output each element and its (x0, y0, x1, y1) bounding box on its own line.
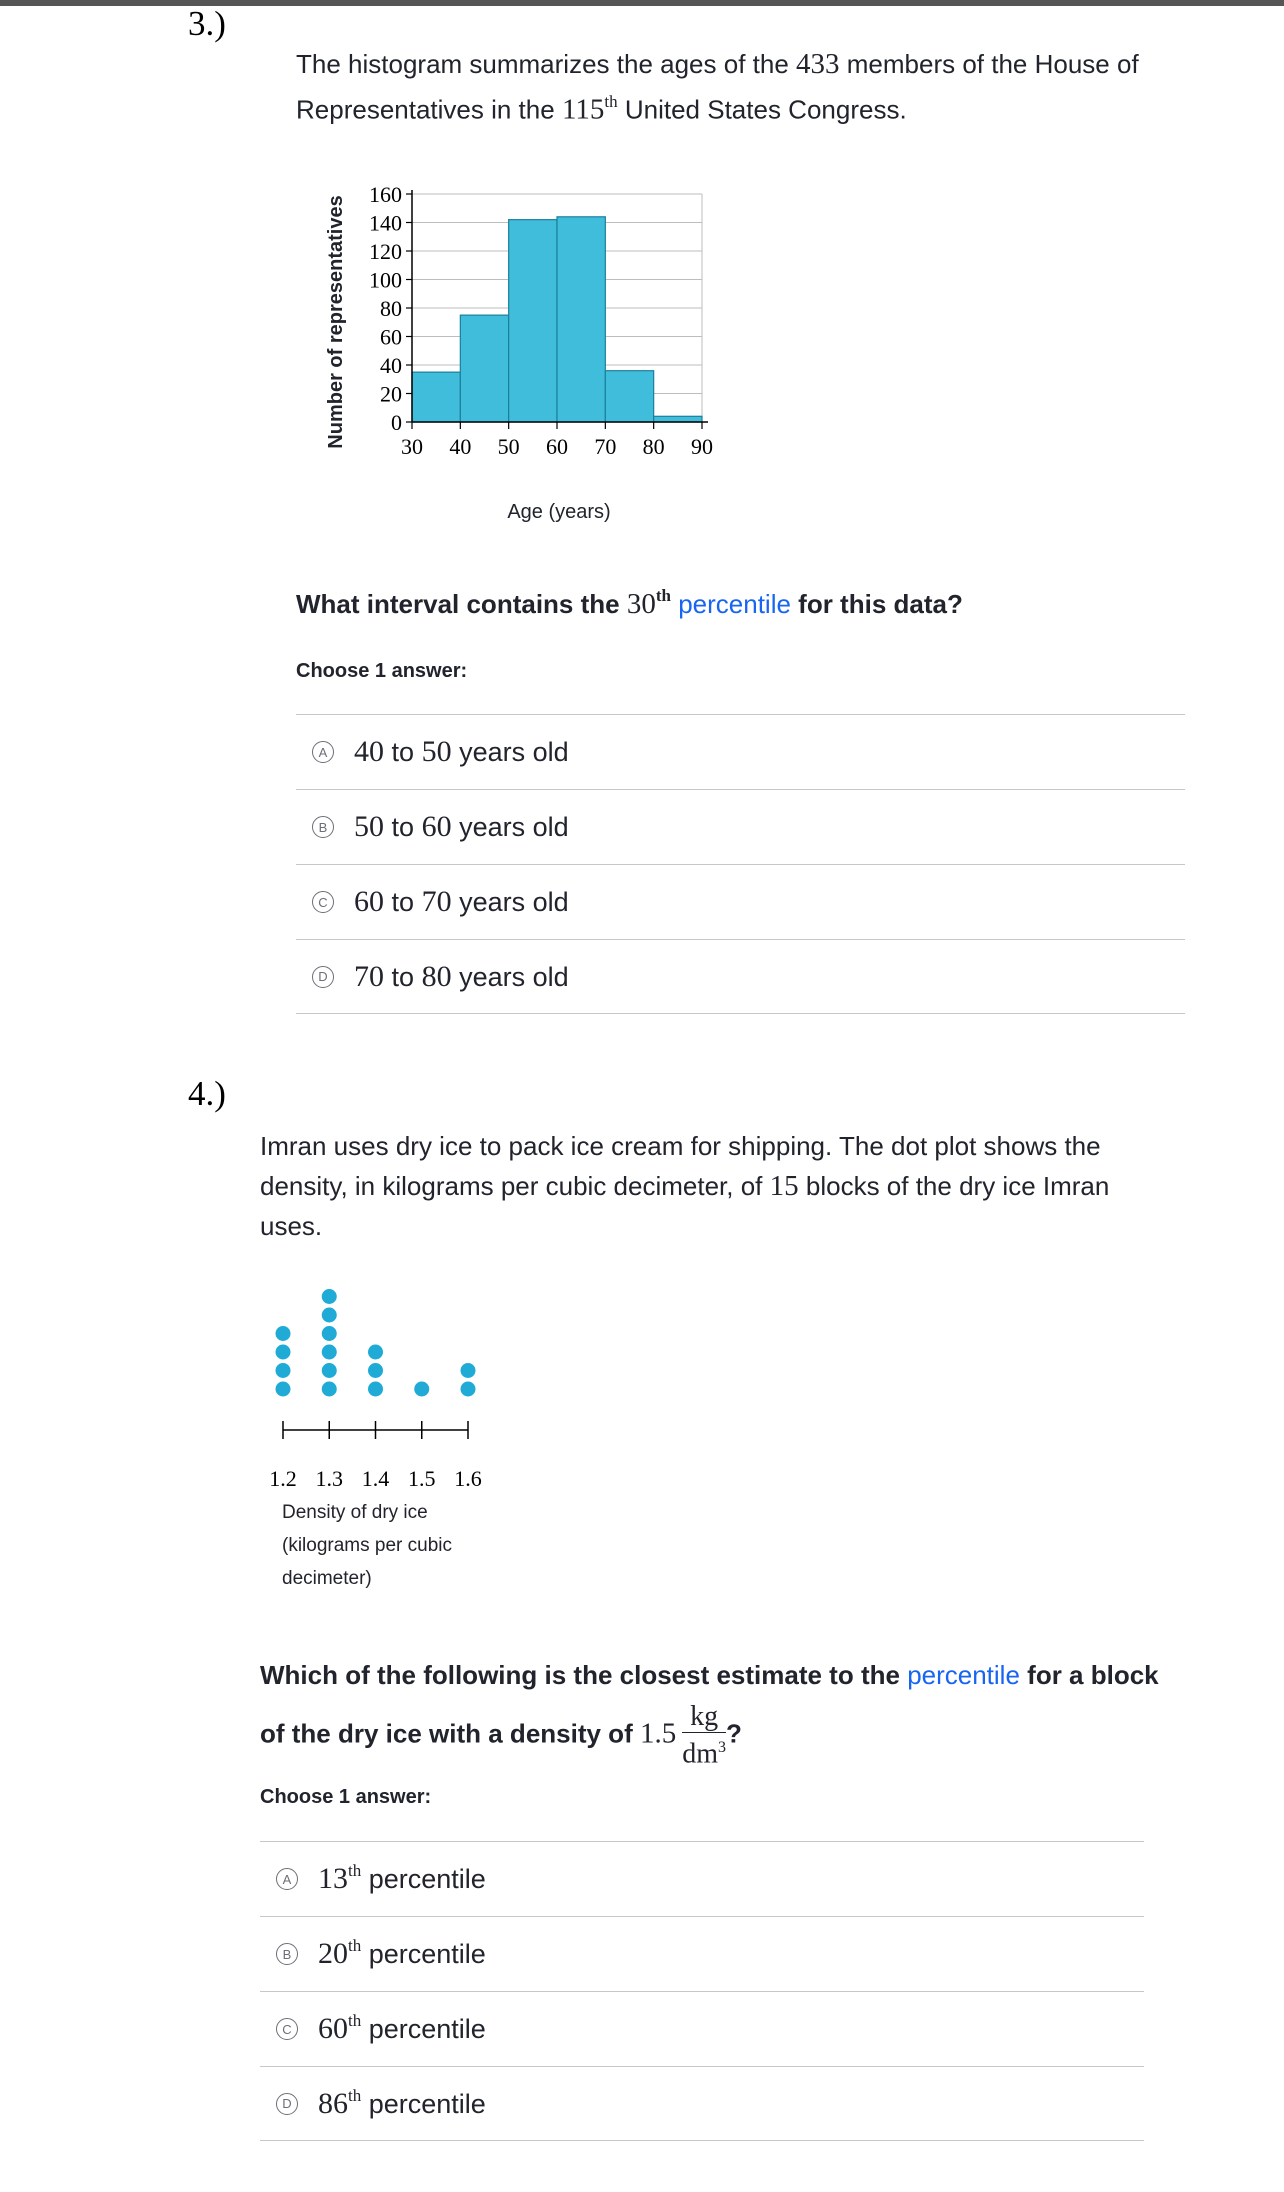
unit-exponent: 3 (718, 1739, 726, 1756)
data-dot (322, 1289, 337, 1304)
choice-from: 50 (354, 810, 384, 843)
x-tick-label: 1.3 (315, 1466, 343, 1491)
choice-word: percentile (368, 1939, 486, 1969)
x-tick-label: 50 (497, 434, 520, 459)
density-value: 1.5 (639, 1717, 677, 1750)
choice-to: 50 (421, 735, 452, 768)
data-dot (414, 1382, 429, 1397)
choice-unit: years old (459, 737, 569, 767)
data-dot (322, 1326, 337, 1341)
y-tick-label: 100 (369, 267, 402, 293)
x-tick-label: 60 (546, 434, 568, 459)
choice-b[interactable] (260, 1916, 1144, 1991)
radio-circle-icon[interactable]: B (312, 816, 334, 838)
x-tick-label: 80 (642, 434, 665, 459)
x-axis-label: (kilograms per cubic (282, 1535, 452, 1556)
choose-label: Choose 1 answer: (296, 660, 468, 682)
x-tick-label: 70 (594, 434, 617, 459)
unit-numerator: kg (682, 1702, 726, 1733)
choice-to: 80 (421, 959, 452, 993)
question-4-intro (260, 1126, 1170, 1246)
choice-a[interactable] (296, 714, 1185, 789)
choice-unit: years old (459, 812, 569, 842)
choice-text (354, 735, 569, 769)
histogram-bar (654, 416, 702, 422)
choice-to: 60 (421, 810, 452, 843)
intro-text: Imran uses dry ice to pack ice cream for shipping. The dot plot shows the density, in kilograms per cubic decimeter, of (260, 1131, 1101, 1201)
y-tick-label: 160 (369, 182, 402, 207)
choice-b[interactable] (296, 789, 1185, 864)
prompt-text: What interval contains the (296, 589, 620, 619)
x-tick-label: 1.6 (454, 1466, 482, 1491)
ordinal-suffix: th (655, 586, 671, 606)
x-tick-label: 1.2 (269, 1466, 297, 1491)
unit-denominator (682, 1733, 726, 1769)
choice-word: percentile (368, 1864, 486, 1894)
choice-to-word: to (391, 887, 415, 917)
data-dot (276, 1326, 291, 1341)
choice-value: 13 (318, 1862, 348, 1895)
ordinal-suffix: th (348, 2085, 362, 2105)
question-3-intro (296, 44, 1216, 130)
choice-d[interactable] (260, 2066, 1144, 2141)
radio-circle-icon[interactable]: B (276, 1943, 298, 1965)
unit-fraction (682, 1702, 726, 1769)
intro-text: United States Congress. (624, 94, 907, 125)
percentile-link[interactable]: percentile (678, 589, 791, 619)
data-dot (322, 1363, 337, 1378)
histogram-bar (557, 217, 605, 422)
choice-word: percentile (368, 2088, 486, 2119)
y-tick-label: 40 (380, 353, 402, 378)
choice-text (318, 2012, 486, 2046)
radio-circle-icon[interactable]: C (312, 891, 334, 913)
choose-label: Choose 1 answer: (260, 1786, 432, 1808)
choice-value: 86 (318, 2086, 348, 2120)
ordinal-suffix: th (348, 2011, 362, 2030)
data-dot (276, 1382, 291, 1397)
choice-to-word: to (391, 812, 415, 842)
percentile-number: 30 (626, 588, 656, 620)
y-tick-label: 80 (380, 296, 402, 321)
choice-text (354, 960, 569, 994)
data-dot (276, 1363, 291, 1378)
y-tick-label: 140 (369, 210, 402, 236)
data-dot (461, 1382, 476, 1397)
ordinal-suffix: th (348, 1936, 362, 1955)
question-3-prompt (296, 588, 963, 621)
choice-to-word: to (391, 961, 415, 992)
choice-c[interactable] (260, 1991, 1144, 2066)
ordinal-suffix: th (348, 1861, 362, 1880)
choice-unit: years old (459, 961, 569, 992)
choice-to-word: to (391, 737, 415, 767)
y-tick-label: 60 (380, 324, 402, 350)
data-dot (322, 1382, 337, 1397)
density-dot-plot (260, 1270, 520, 1600)
unit-den-text: dm (682, 1738, 718, 1770)
choice-from: 40 (354, 735, 384, 768)
choice-from: 70 (354, 959, 384, 993)
data-dot (461, 1363, 476, 1378)
choice-word: percentile (368, 2014, 486, 2044)
choice-text (318, 2087, 486, 2121)
data-dot (368, 1363, 383, 1378)
radio-circle-icon[interactable]: C (276, 2018, 298, 2040)
age-histogram (310, 170, 730, 540)
data-dot (322, 1345, 337, 1360)
choice-unit: years old (459, 887, 569, 917)
choice-from: 60 (354, 885, 384, 918)
choice-c[interactable] (296, 864, 1185, 939)
x-tick-label: 1.5 (408, 1466, 436, 1491)
choice-text (318, 1937, 486, 1971)
data-dot (276, 1345, 291, 1360)
x-tick-label: 40 (449, 434, 472, 459)
histogram-bar (605, 371, 653, 422)
y-tick-label: 120 (369, 239, 402, 264)
histogram-bar (460, 315, 508, 422)
choice-a[interactable] (260, 1841, 1144, 1916)
histogram-bar (412, 372, 460, 422)
intro-text: The histogram summarizes the ages of the (296, 49, 789, 79)
percentile-link[interactable]: percentile (907, 1660, 1020, 1690)
prompt-text: ? (726, 1718, 742, 1749)
radio-circle-icon[interactable]: D (276, 2093, 298, 2115)
y-tick-label: 0 (391, 410, 402, 435)
y-axis-label: Number of representatives (325, 195, 347, 449)
ordinal-suffix: th (604, 92, 618, 111)
choice-d[interactable] (296, 939, 1185, 1014)
choice-text (354, 810, 569, 844)
choice-value: 20 (318, 1937, 348, 1970)
intro-text: members of the House of Representatives in the (296, 49, 1139, 125)
x-tick-label: 30 (401, 434, 423, 459)
x-tick-label: 90 (691, 434, 713, 459)
prompt-text: for a block of the dry ice with a density of (260, 1660, 1159, 1749)
question-3-number: 3.) (188, 4, 226, 43)
data-dot (368, 1382, 383, 1397)
choice-text (354, 885, 569, 919)
choice-to: 70 (421, 885, 452, 918)
prompt-text: Which of the following is the closest estimate to the (260, 1660, 900, 1690)
radio-circle-icon[interactable]: D (312, 966, 334, 988)
x-axis-label: decimeter) (282, 1568, 372, 1589)
x-axis-label: Density of dry ice (282, 1502, 428, 1523)
radio-circle-icon[interactable]: A (312, 741, 334, 763)
blocks-count: 15 (769, 1170, 799, 1202)
question-3-choices (296, 714, 1185, 1014)
question-4-prompt (260, 1648, 1190, 1769)
prompt-text: for this data? (798, 589, 963, 619)
choice-text (318, 1862, 486, 1896)
x-axis-label: Age (years) (507, 501, 611, 523)
histogram-bar (509, 220, 557, 422)
question-4-number: 4.) (188, 1074, 226, 1113)
congress-number: 115 (561, 93, 605, 126)
radio-circle-icon[interactable]: A (276, 1868, 298, 1890)
y-tick-label: 20 (380, 381, 402, 407)
x-tick-label: 1.4 (361, 1466, 390, 1491)
question-4-choices (260, 1841, 1144, 2141)
data-dot (322, 1308, 337, 1323)
choice-value: 60 (318, 2012, 348, 2045)
data-dot (368, 1345, 383, 1360)
intro-text: blocks of the dry ice Imran uses. (260, 1171, 1110, 1241)
members-count: 433 (796, 48, 840, 80)
